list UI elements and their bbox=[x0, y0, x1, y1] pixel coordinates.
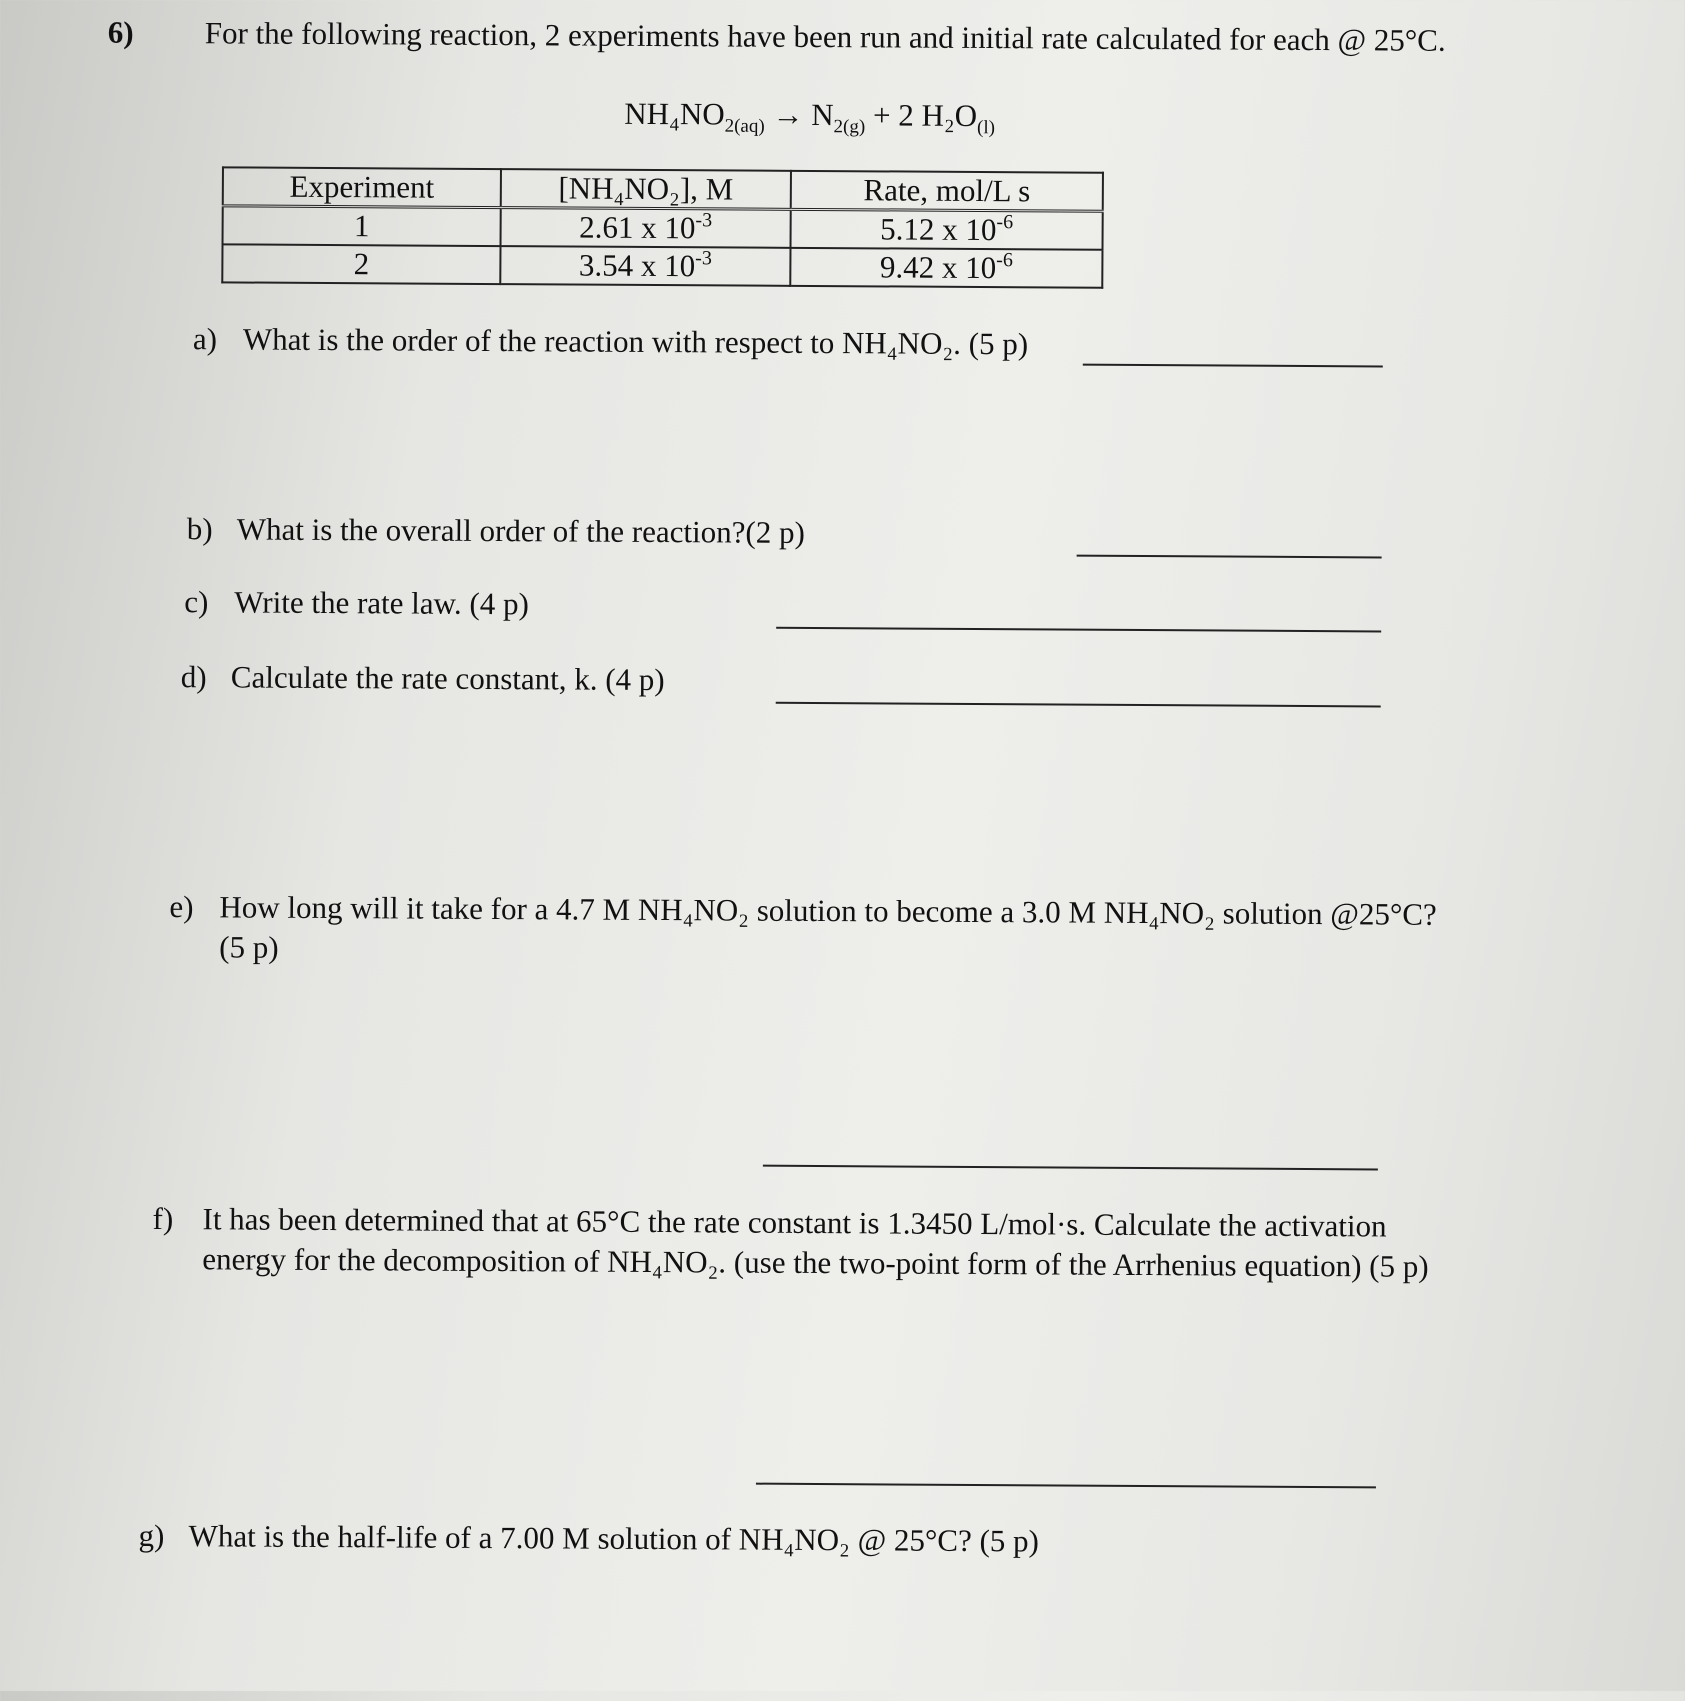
question-a-label: a) bbox=[192, 321, 218, 357]
question-b-label: b) bbox=[186, 511, 213, 547]
question-e-text: How long will it take for a 4.7 M NH₄NO₂ solution to become a 3.0 M NH₄NO₂ solution @25°C? bbox=[219, 889, 1437, 932]
question-c-label: c) bbox=[184, 584, 209, 620]
question-f bbox=[152, 1201, 1386, 1245]
equation-reactant: NH₄NO bbox=[624, 95, 725, 132]
cell-experiment: 2 bbox=[222, 244, 500, 284]
answer-line-f[interactable] bbox=[756, 1483, 1376, 1489]
question-c-text: Write the rate law. (4 p) bbox=[234, 584, 529, 622]
question-number: 6) bbox=[107, 14, 134, 50]
cell-experiment: 1 bbox=[223, 206, 501, 246]
question-f-text: It has been determined that at 65°C the rate constant is 1.3450 L/mol·s. Calculate the activation bbox=[202, 1201, 1387, 1244]
header-rate: Rate, mol/L s bbox=[791, 171, 1103, 211]
equation-reactant-state: 2(aq) bbox=[724, 115, 765, 137]
header-concentration: [NH₄NO₂], M bbox=[501, 169, 791, 209]
question-b bbox=[187, 511, 805, 551]
cell-rate: 9.42 x $10^{-6}$ bbox=[790, 248, 1102, 288]
table-row bbox=[223, 206, 1103, 250]
question-d-label: d) bbox=[180, 659, 207, 695]
cell-rate: 5.12 x $10^{-6}$ bbox=[791, 209, 1103, 249]
question-d bbox=[181, 659, 665, 698]
cell-concentration: 3.54 x $10^{-3}$ bbox=[500, 246, 790, 286]
equation-product2-state: (l) bbox=[977, 117, 996, 139]
question-g-label: g) bbox=[138, 1517, 165, 1554]
question-g bbox=[139, 1518, 1040, 1559]
equation-arrow: → bbox=[772, 96, 804, 132]
equation-plus-water: + 2 H₂O bbox=[872, 97, 978, 133]
reaction-equation bbox=[624, 96, 995, 139]
question-a bbox=[193, 321, 1028, 362]
equation-product1: N bbox=[811, 96, 834, 133]
equation-product1-state: 2(g) bbox=[833, 116, 866, 138]
answer-line-b[interactable] bbox=[1077, 555, 1382, 559]
question-e-points: (5 p) bbox=[219, 929, 279, 965]
question-e-label: e) bbox=[169, 889, 194, 925]
question-f-text-line2: energy for the decomposition of NH₄NO₂. (use the two-point form of the Arrhenius equation) (5 p) bbox=[202, 1241, 1429, 1284]
answer-line-e[interactable] bbox=[763, 1165, 1378, 1171]
question-intro: For the following reaction, 2 experiments have been run and initial rate calculated for each @ 25°C. bbox=[204, 15, 1446, 58]
cell-concentration: 2.61 x $10^{-3}$ bbox=[501, 208, 791, 248]
answer-line-a[interactable] bbox=[1083, 364, 1383, 368]
question-a-text: What is the order of the reaction with respect to NH₄NO₂. (5 p) bbox=[242, 321, 1029, 362]
question-c bbox=[184, 584, 529, 622]
table-row bbox=[222, 244, 1102, 287]
header-experiment: Experiment bbox=[223, 167, 501, 207]
question-f-label: f) bbox=[152, 1200, 174, 1237]
question-d-text: Calculate the rate constant, k. (4 p) bbox=[230, 659, 665, 698]
answer-line-c[interactable] bbox=[776, 627, 1381, 633]
answer-line-d[interactable] bbox=[776, 702, 1381, 708]
question-g-text: What is the half-life of a 7.00 M solution of NH₄NO₂ @ 25°C? (5 p) bbox=[188, 1518, 1040, 1559]
experiment-table bbox=[221, 166, 1104, 288]
question-b-text: What is the overall order of the reaction?(2 p) bbox=[236, 511, 805, 550]
table-header-row bbox=[223, 167, 1103, 211]
question-e bbox=[169, 889, 1436, 933]
